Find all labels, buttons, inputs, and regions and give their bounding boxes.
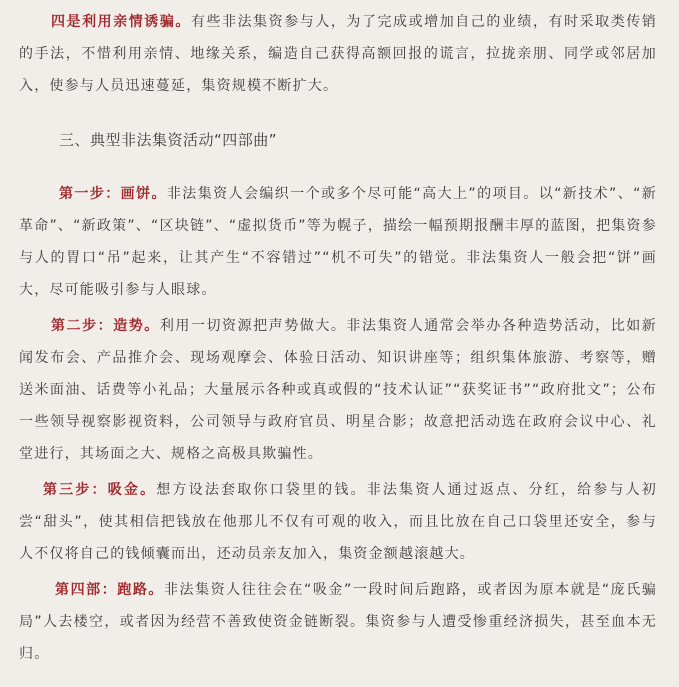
step-3-lead: 第三步：吸金。 [43,482,157,498]
step-4-text: 非法集资人往往会在“吸金”一段时间后跑路，或者因为原本就是“庞氏骗局”人去楼空，或者因为经营不善致使资金链断裂。集资参与人遭受惨重经济损失，甚至血本无归。 [19,582,658,662]
intro-text: 有些非法集资参与人，为了完成或增加自己的业绩，有时采取类传销的手法，不惜利用亲情、地缘关系，编造自己获得高额回报的谎言，拉拢亲朋、同学或邻居加入，使参与人员迅速蔓延，集资规模不断扩大。 [19,14,657,94]
step-1-paragraph [19,178,657,306]
step-4-paragraph [19,574,657,670]
step-4-lead: 第四部：跑路。 [55,582,164,598]
step-1-text: 非法集资人会编织一个或多个尽可能“高大上”的项目。以“新技术”、“新革命”、“新政策”、“区块链”、“虚拟货币”等为幌子，描绘一幅预期报酬丰厚的蓝图，把集资参与人的胃口“吊”起来，让其产生“不容错过”“机不可失”的错觉。非法集资人一般会把“饼”画大，尽可能吸引参与人眼球。 [19,186,657,298]
intro-lead: 四是利用亲情诱骗。 [51,14,191,30]
intro-paragraph [19,6,657,102]
step-1-lead: 第一步：画饼。 [59,186,167,202]
step-2-paragraph [19,310,657,470]
step-2-text: 利用一切资源把声势做大。非法集资人通常会举办各种造势活动，比如新闻发布会、产品推介会、现场观摩会、体验日活动、知识讲座等；组织集体旅游、考察等，赠送米面油、话费等小礼品；大量展示各种或真或假的“技术认证”“获奖证书”“政府批文”；公布一些领导视察影视资料，公司领导与政府官员、明星合影；故意把活动选在政府会议中心、礼堂进行，其场面之大、规格之高极具欺骗性。 [19,318,657,462]
step-3-text: 想方设法套取你口袋里的钱。非法集资人通过返点、分红，给参与人初尝“甜头”，使其相信把钱放在他那儿不仅有可观的收入，而且比放在自己口袋里还安全，参与人不仅将自己的钱倾囊而出，还动员亲友加入，集资金额越滚越大。 [19,482,658,562]
step-3-paragraph [19,474,657,570]
step-2-lead: 第二步：造势。 [51,318,160,334]
section-title: 三、典型非法集资活动“四部曲” [59,131,278,149]
